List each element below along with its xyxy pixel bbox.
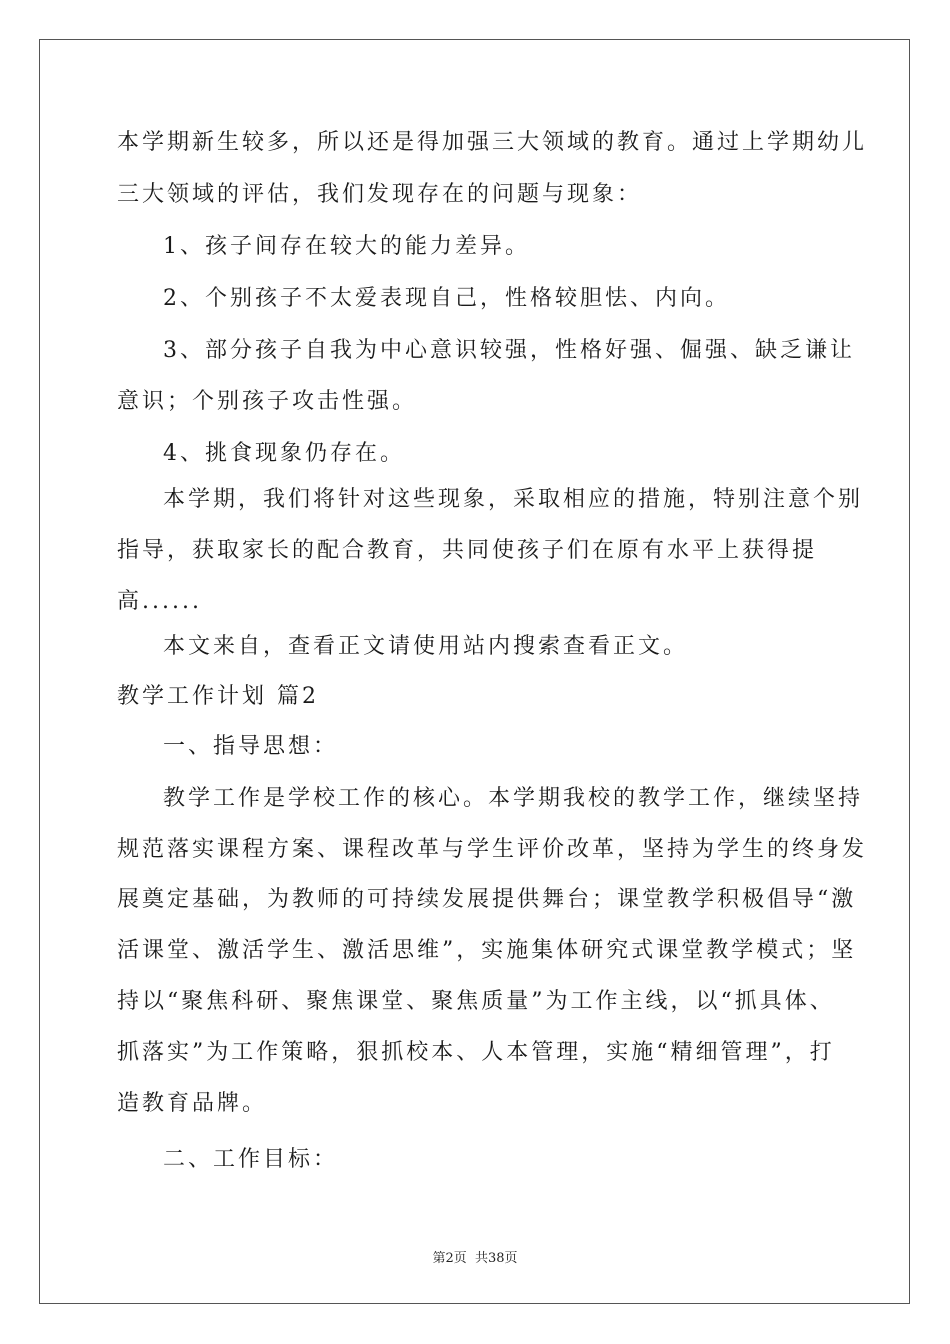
paragraph-line: 本学期，我们将针对这些现象，采取相应的措施，特别注意个别 bbox=[163, 487, 864, 512]
list-item: 3、部分孩子自我为中心意识较强，性格好强、倔强、缺乏谦让 bbox=[163, 338, 855, 363]
paragraph-line: 活课堂、激活学生、激活思维”，实施集体研究式课堂教学模式；坚 bbox=[117, 938, 857, 963]
section-heading: 教学工作计划 篇2 bbox=[117, 684, 319, 709]
page-number: 第2页 bbox=[432, 1251, 467, 1266]
paragraph-line: 指导，获取家长的配合教育，共同使孩子们在原有水平上获得提 bbox=[117, 538, 818, 563]
paragraph-line: 三大领域的评估，我们发现存在的问题与现象： bbox=[117, 182, 643, 207]
paragraph-line: 规范落实课程方案、课程改革与学生评价改革，坚持为学生的终身发 bbox=[117, 837, 868, 862]
paragraph-line: 本学期新生较多，所以还是得加强三大领域的教育。通过上学期幼儿 bbox=[117, 130, 868, 155]
list-item: 4、挑食现象仍存在。 bbox=[163, 441, 405, 466]
paragraph-line: 高...... bbox=[117, 589, 202, 614]
sub-heading: 二、工作目标： bbox=[163, 1147, 339, 1172]
paragraph-line: 意识；个别孩子攻击性强。 bbox=[117, 389, 418, 414]
list-item: 1、孩子间存在较大的能力差异。 bbox=[163, 234, 530, 259]
paragraph-line: 持以“聚焦科研、聚焦课堂、聚焦质量”为工作主线，以“抓具体、 bbox=[117, 989, 835, 1014]
paragraph-line: 本文来自，查看正文请使用站内搜索查看正文。 bbox=[163, 634, 689, 659]
paragraph-line: 展奠定基础，为教师的可持续发展提供舞台；课堂教学积极倡导“激 bbox=[117, 887, 857, 912]
page-footer bbox=[0, 1247, 950, 1266]
paragraph-line: 抓落实”为工作策略，狠抓校本、人本管理，实施“精细管理”，打 bbox=[117, 1040, 835, 1065]
paragraph-line: 教学工作是学校工作的核心。本学期我校的教学工作，继续坚持 bbox=[163, 786, 864, 811]
list-item: 2、个别孩子不太爱表现自己，性格较胆怯、内向。 bbox=[163, 286, 730, 311]
sub-heading: 一、指导思想： bbox=[163, 734, 339, 759]
page-total: 共38页 bbox=[474, 1251, 518, 1266]
paragraph-line: 造教育品牌。 bbox=[117, 1091, 268, 1116]
